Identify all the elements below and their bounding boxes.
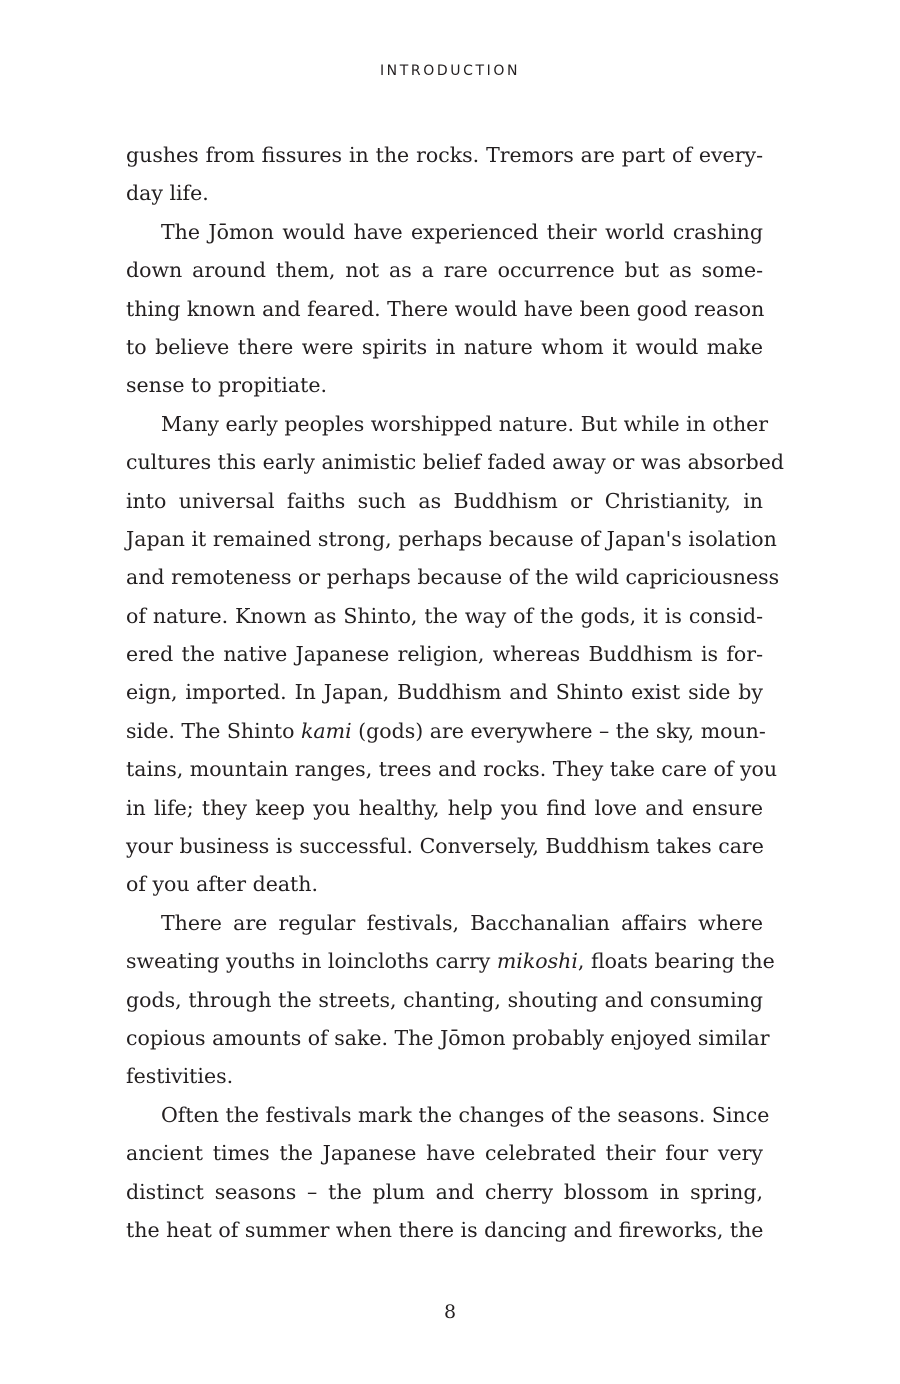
text-segment: (gods) are everywhere – the sky, moun- <box>351 718 766 743</box>
page-number: 8 <box>443 1301 457 1323</box>
text-line: festivities. <box>126 1064 234 1089</box>
body-text <box>126 136 785 1249</box>
text-line: There are regular festivals, Bacchanalian affairs where <box>161 910 763 935</box>
text-line: The Jōmon would have experienced their world crashing <box>161 219 763 244</box>
text-line: ancient times the Japanese have celebrated their four very <box>126 1141 763 1166</box>
text-line: cultures this early animistic belief faded away or was absorbed <box>126 450 785 475</box>
paragraph-5 <box>126 1096 770 1250</box>
text-line: gushes from fissures in the rocks. Tremors are part of every- <box>126 143 763 167</box>
text-line-with-italic <box>126 712 766 750</box>
text-line: eign, imported. In Japan, Buddhism and Shinto exist side by <box>126 680 763 705</box>
text-line: and remoteness or perhaps because of the wild capriciousness <box>126 565 780 590</box>
paragraph-3 <box>126 405 785 904</box>
text-segment: , floats bearing the <box>577 949 775 974</box>
text-line-with-italic <box>126 942 775 980</box>
text-line: of nature. Known as Shinto, the way of the gods, it is consid- <box>126 603 763 628</box>
text-line: tains, mountain ranges, trees and rocks. They take care of you <box>126 757 778 782</box>
text-line: into universal faiths such as Buddhism or Christianity, in <box>126 488 763 513</box>
text-line: distinct seasons – the plum and cherry blossom in spring, <box>126 1179 763 1204</box>
italic-term-kami: kami <box>301 718 352 743</box>
text-segment: sweating youths in loincloths carry <box>126 949 497 974</box>
text-line: the heat of summer when there is dancing and fireworks, the <box>126 1217 764 1242</box>
text-line: ered the native Japanese religion, whereas Buddhism is for- <box>126 642 763 667</box>
running-head: INTRODUCTION <box>379 63 521 79</box>
text-line: your business is successful. Conversely, Buddhism takes care <box>126 834 764 859</box>
text-line: down around them, not as a rare occurrence but as some- <box>126 258 763 283</box>
paragraph-4 <box>126 904 775 1096</box>
text-line: copious amounts of sake. The Jōmon probably enjoyed similar <box>126 1025 770 1050</box>
text-line: sense to propitiate. <box>126 373 327 398</box>
text-line: thing known and feared. There would have been good reason <box>126 296 765 321</box>
text-line: day life. <box>126 181 209 206</box>
text-segment: side. The Shinto <box>126 718 301 743</box>
paragraph-1 <box>126 136 763 213</box>
text-line: of you after death. <box>126 872 319 897</box>
text-line: Many early peoples worshipped nature. But while in other <box>161 411 769 436</box>
text-line: Japan it remained strong, perhaps because of Japan's isolation <box>126 526 777 551</box>
text-line: in life; they keep you healthy, help you find love and ensure <box>126 795 763 820</box>
text-line: to believe there were spirits in nature whom it would make <box>126 334 763 359</box>
paragraph-2 <box>126 213 763 405</box>
italic-term-mikoshi: mikoshi <box>496 949 578 974</box>
text-line: Often the festivals mark the changes of the seasons. Since <box>161 1102 770 1127</box>
text-line: gods, through the streets, chanting, shouting and consuming <box>126 987 763 1012</box>
